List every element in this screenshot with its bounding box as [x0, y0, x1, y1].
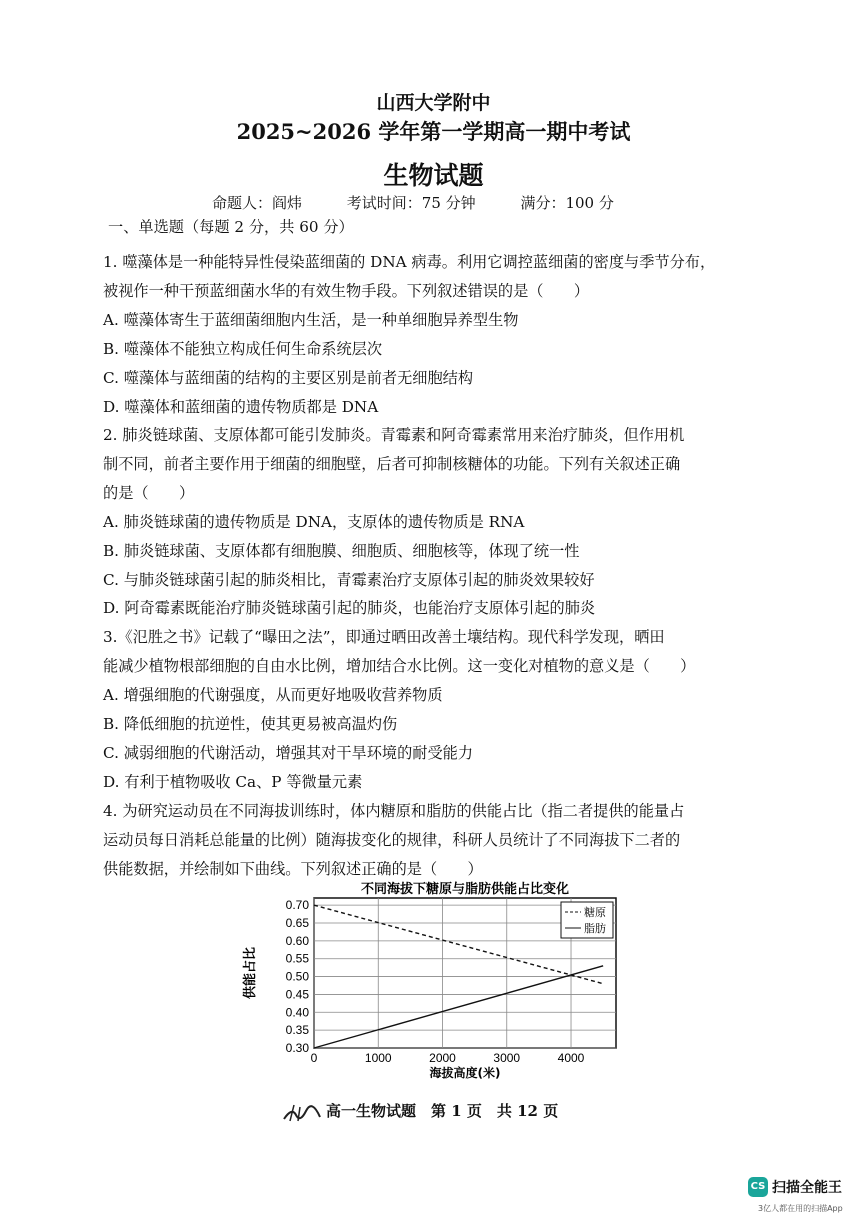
text-line: 能减少植物根部细胞的自由水比例，增加结合水比例。这一变化对植物的意义是（ ）: [103, 657, 696, 675]
energy-ratio-chart: [238, 880, 628, 1080]
y-tick-label: 0.60: [285, 933, 309, 948]
text-line: D. 阿奇霉素既能治疗肺炎链球菌引起的肺炎，也能治疗支原体引起的肺炎: [103, 599, 596, 617]
text-line: C. 减弱细胞的代谢活动，增强其对干旱环境的耐受能力: [103, 744, 474, 762]
y-tick-label: 0.35: [285, 1023, 309, 1038]
y-tick-label: 0.65: [285, 916, 309, 930]
exam-title: 2025~2026 学年第一学期高一期中考试: [236, 119, 631, 144]
text-line: D. 有利于植物吸收 Ca、P 等微量元素: [103, 773, 363, 791]
text-line: 4. 为研究运动员在不同海拔训练时，体内糖原和脂肪的供能占比（指二者提供的能量占: [103, 802, 685, 820]
text-line: 3.《氾胜之书》记载了“曝田之法”，即通过晒田改善土壤结构。现代科学发现，晒田: [103, 628, 665, 646]
x-axis-label: 海拔高度(米): [429, 1066, 501, 1080]
scribble-logo-icon: [282, 1101, 322, 1123]
text-line: 被视作一种干预蓝细菌水华的有效生物手段。下列叙述错误的是（ ）: [103, 282, 589, 300]
scanner-name: 扫描全能王: [772, 1179, 842, 1196]
text-line: B. 肺炎链球菌、支原体都有细胞膜、细胞质、细胞核等，体现了统一性: [103, 542, 580, 560]
text-line: A. 噬藻体寄生于蓝细菌细胞内生活，是一种单细胞异养型生物: [103, 311, 519, 329]
scanner-watermark: [748, 1176, 842, 1197]
text-line: 一、单选题（每题 2 分，共 60 分）: [108, 218, 354, 236]
exam-author: 命题人：阎炜: [212, 194, 303, 212]
text-line: B. 降低细胞的抗逆性，使其更易被高温灼伤: [103, 715, 398, 733]
school-name: 山西大学附中: [376, 92, 491, 114]
x-tick-label: 0: [310, 1051, 318, 1065]
text-line: C. 与肺炎链球菌引起的肺炎相比，青霉素治疗支原体引起的肺炎效果较好: [103, 571, 595, 589]
exam-score: 满分：100 分: [520, 194, 614, 212]
subject-title: 生物试题: [383, 161, 484, 190]
y-tick-label: 0.30: [285, 1041, 309, 1055]
text-line: B. 噬藻体不能独立构成任何生命系统层次: [103, 340, 383, 358]
footer-text: 高一生物试题 第 1 页 共 12 页: [326, 1102, 559, 1120]
y-tick-label: 0.55: [285, 951, 309, 966]
exam-meta: [212, 192, 614, 213]
page-footer: [282, 1100, 558, 1123]
text-line: 的是（ ）: [103, 484, 195, 502]
series-line-1: [314, 905, 603, 984]
y-tick-label: 0.45: [285, 987, 309, 1002]
x-tick-label: 3000: [493, 1051, 521, 1065]
text-line: A. 肺炎链球菌的遗传物质是 DNA，支原体的遗传物质是 RNA: [103, 513, 525, 531]
y-axis-label: 供能占比: [243, 946, 258, 1000]
exam-time: 考试时间：75 分钟: [346, 194, 476, 212]
text-line: 制不同，前者主要作用于细菌的细胞壁，后者可抑制核糖体的功能。下列有关叙述正确: [103, 455, 681, 473]
text-line: 供能数据，并绘制如下曲线。下列叙述正确的是（ ）: [103, 860, 483, 878]
y-tick-label: 0.40: [285, 1005, 309, 1020]
x-tick-label: 4000: [557, 1051, 585, 1065]
scanner-logo-icon: CS: [748, 1177, 768, 1197]
y-tick-label: 0.50: [285, 969, 309, 984]
x-tick-label: 2000: [429, 1051, 456, 1065]
x-tick-label: 1000: [364, 1051, 392, 1065]
text-line: 2. 肺炎链球菌、支原体都可能引发肺炎。青霉素和阿奇霉素常用来治疗肺炎，但作用机: [103, 426, 685, 444]
legend-label-2: 脂肪: [584, 922, 606, 935]
scanner-tagline: 3亿人都在用的扫描App: [758, 1204, 843, 1213]
text-line: 运动员每日消耗总能量的比例）随海拔变化的规律，科研人员统计了不同海拔下二者的: [103, 831, 681, 849]
text-line: C. 噬藻体与蓝细菌的结构的主要区别是前者无细胞结构: [103, 369, 474, 387]
y-tick-label: 0.70: [285, 898, 309, 913]
text-line: A. 增强细胞的代谢强度，从而更好地吸收营养物质: [103, 686, 443, 704]
text-line: D. 噬藻体和蓝细菌的遗传物质都是 DNA: [103, 398, 379, 416]
text-line: 1. 噬藻体是一种能特异性侵染蓝细菌的 DNA 病毒。利用它调控蓝细菌的密度与季节分布，: [103, 253, 716, 271]
series-line-2: [314, 966, 603, 1048]
legend-label-1: 糖原: [584, 906, 606, 919]
chart-title: 不同海拔下糖原与脂肪供能占比变化: [360, 882, 570, 897]
